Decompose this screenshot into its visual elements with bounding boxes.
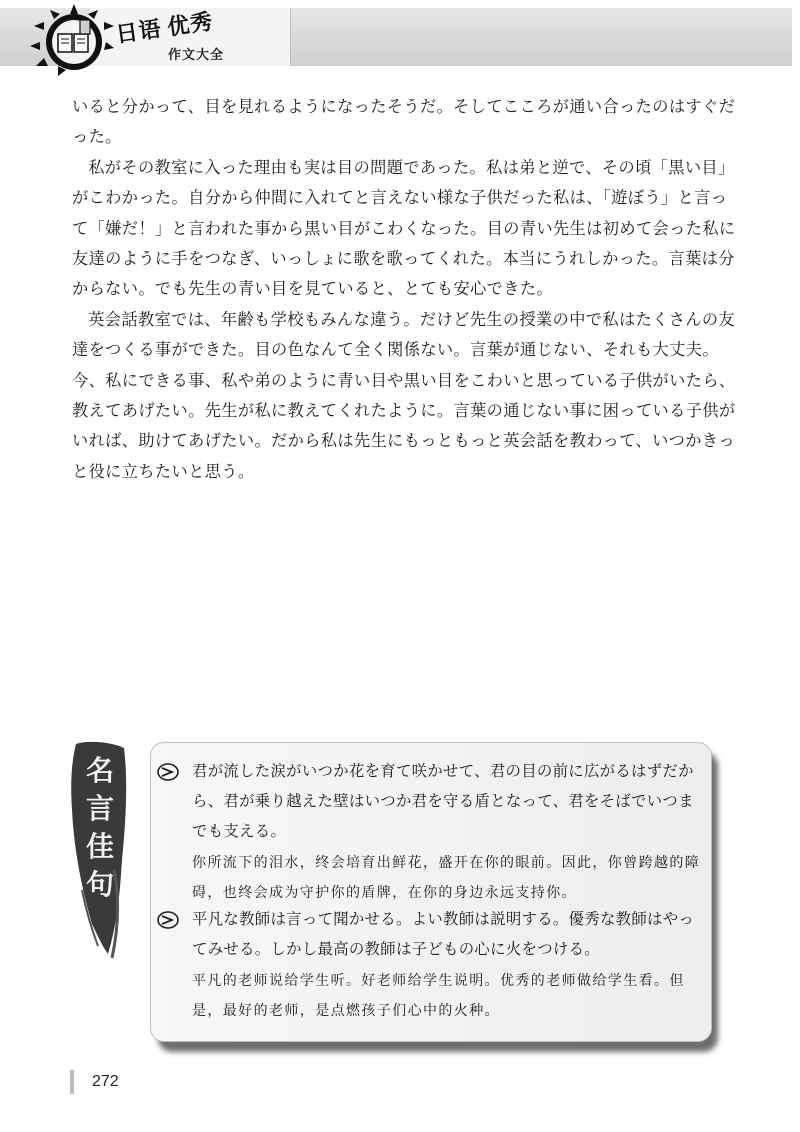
quotes-section-label: 名言佳句 — [85, 754, 114, 901]
header-subtitle: 作文大全 — [168, 48, 225, 63]
header-title-part2: 优秀 — [165, 9, 215, 41]
page-number: 272 — [92, 1073, 119, 1090]
arrow-bullet-icon — [156, 762, 180, 782]
page-number-bar — [70, 1070, 74, 1094]
paragraph-3: 英会話教室では、年齢も学校もみんな違う。だけど先生の授業の中で私はたくさんの友達をつくる事ができた。目の色なんて全く関係ない。言葉が通じない、それも大丈夫。今、私にできる事、私や弟のように青い目や黒い目をこわいと思っている子供がいたら、教えてあげたい。先生が私に教えてくれたように。言葉の通じない事に困っている子供がいれば、助けてあげたい。だから私は先生にもっともっと英会話を教わって、いつかきっと役に立ちたいと思う。 — [72, 309, 736, 481]
quote-2-chinese: 平凡的老师说给学生听。好老师给学生说明。优秀的老师做给学生看。但是，最好的老师，是点燃孩子们心中的火种。 — [192, 973, 685, 1019]
paragraph-1: いると分かって、目を見れるようになったそうだ。そしてこころが通い合ったのはすぐだった。 — [72, 97, 736, 147]
book-sun-logo-icon — [28, 4, 120, 76]
header-title-part1: 日语 — [114, 16, 164, 49]
arrow-bullet-icon — [156, 910, 180, 930]
quote-2-japanese: 平凡な教師は言って聞かせる。よい教師は説明する。優秀な教師はやってみせる。しかし最高の教師は子どもの心に火をつける。 — [192, 910, 695, 958]
quote-1-japanese: 君が流した涙がいつか花を育て咲かせて、君の目の前に広がるはずだから、君が乗り越えた壁はいつか君を守る盾となって、君をそばでいつまでも支える。 — [192, 762, 694, 840]
quote-item-1 — [156, 756, 704, 908]
quote-1-chinese: 你所流下的泪水，终会培育出鲜花，盛开在你的眼前。因此，你曾跨越的障碍，也终会成为守护你的盾牌，在你的身边永远支持你。 — [192, 855, 701, 901]
paragraph-2: 私がその教室に入った理由も実は目の問題であった。私は弟と逆で、その頃「黒い目」がこわかった。自分から仲間に入れてと言えない様な子供だった私は、「遊ぼう」と言って「嫌だ！」と言われた事から黒い目がこわくなった。目の青い先生は初めて会った私に友達のように手をつなぎ、いっしょに歌を歌ってくれた。本当にうれしかった。言葉は分からない。でも先生の青い目を見ていると、とても安心できた。 — [72, 157, 736, 299]
essay-body — [72, 92, 736, 487]
quote-item-2 — [156, 904, 704, 1026]
